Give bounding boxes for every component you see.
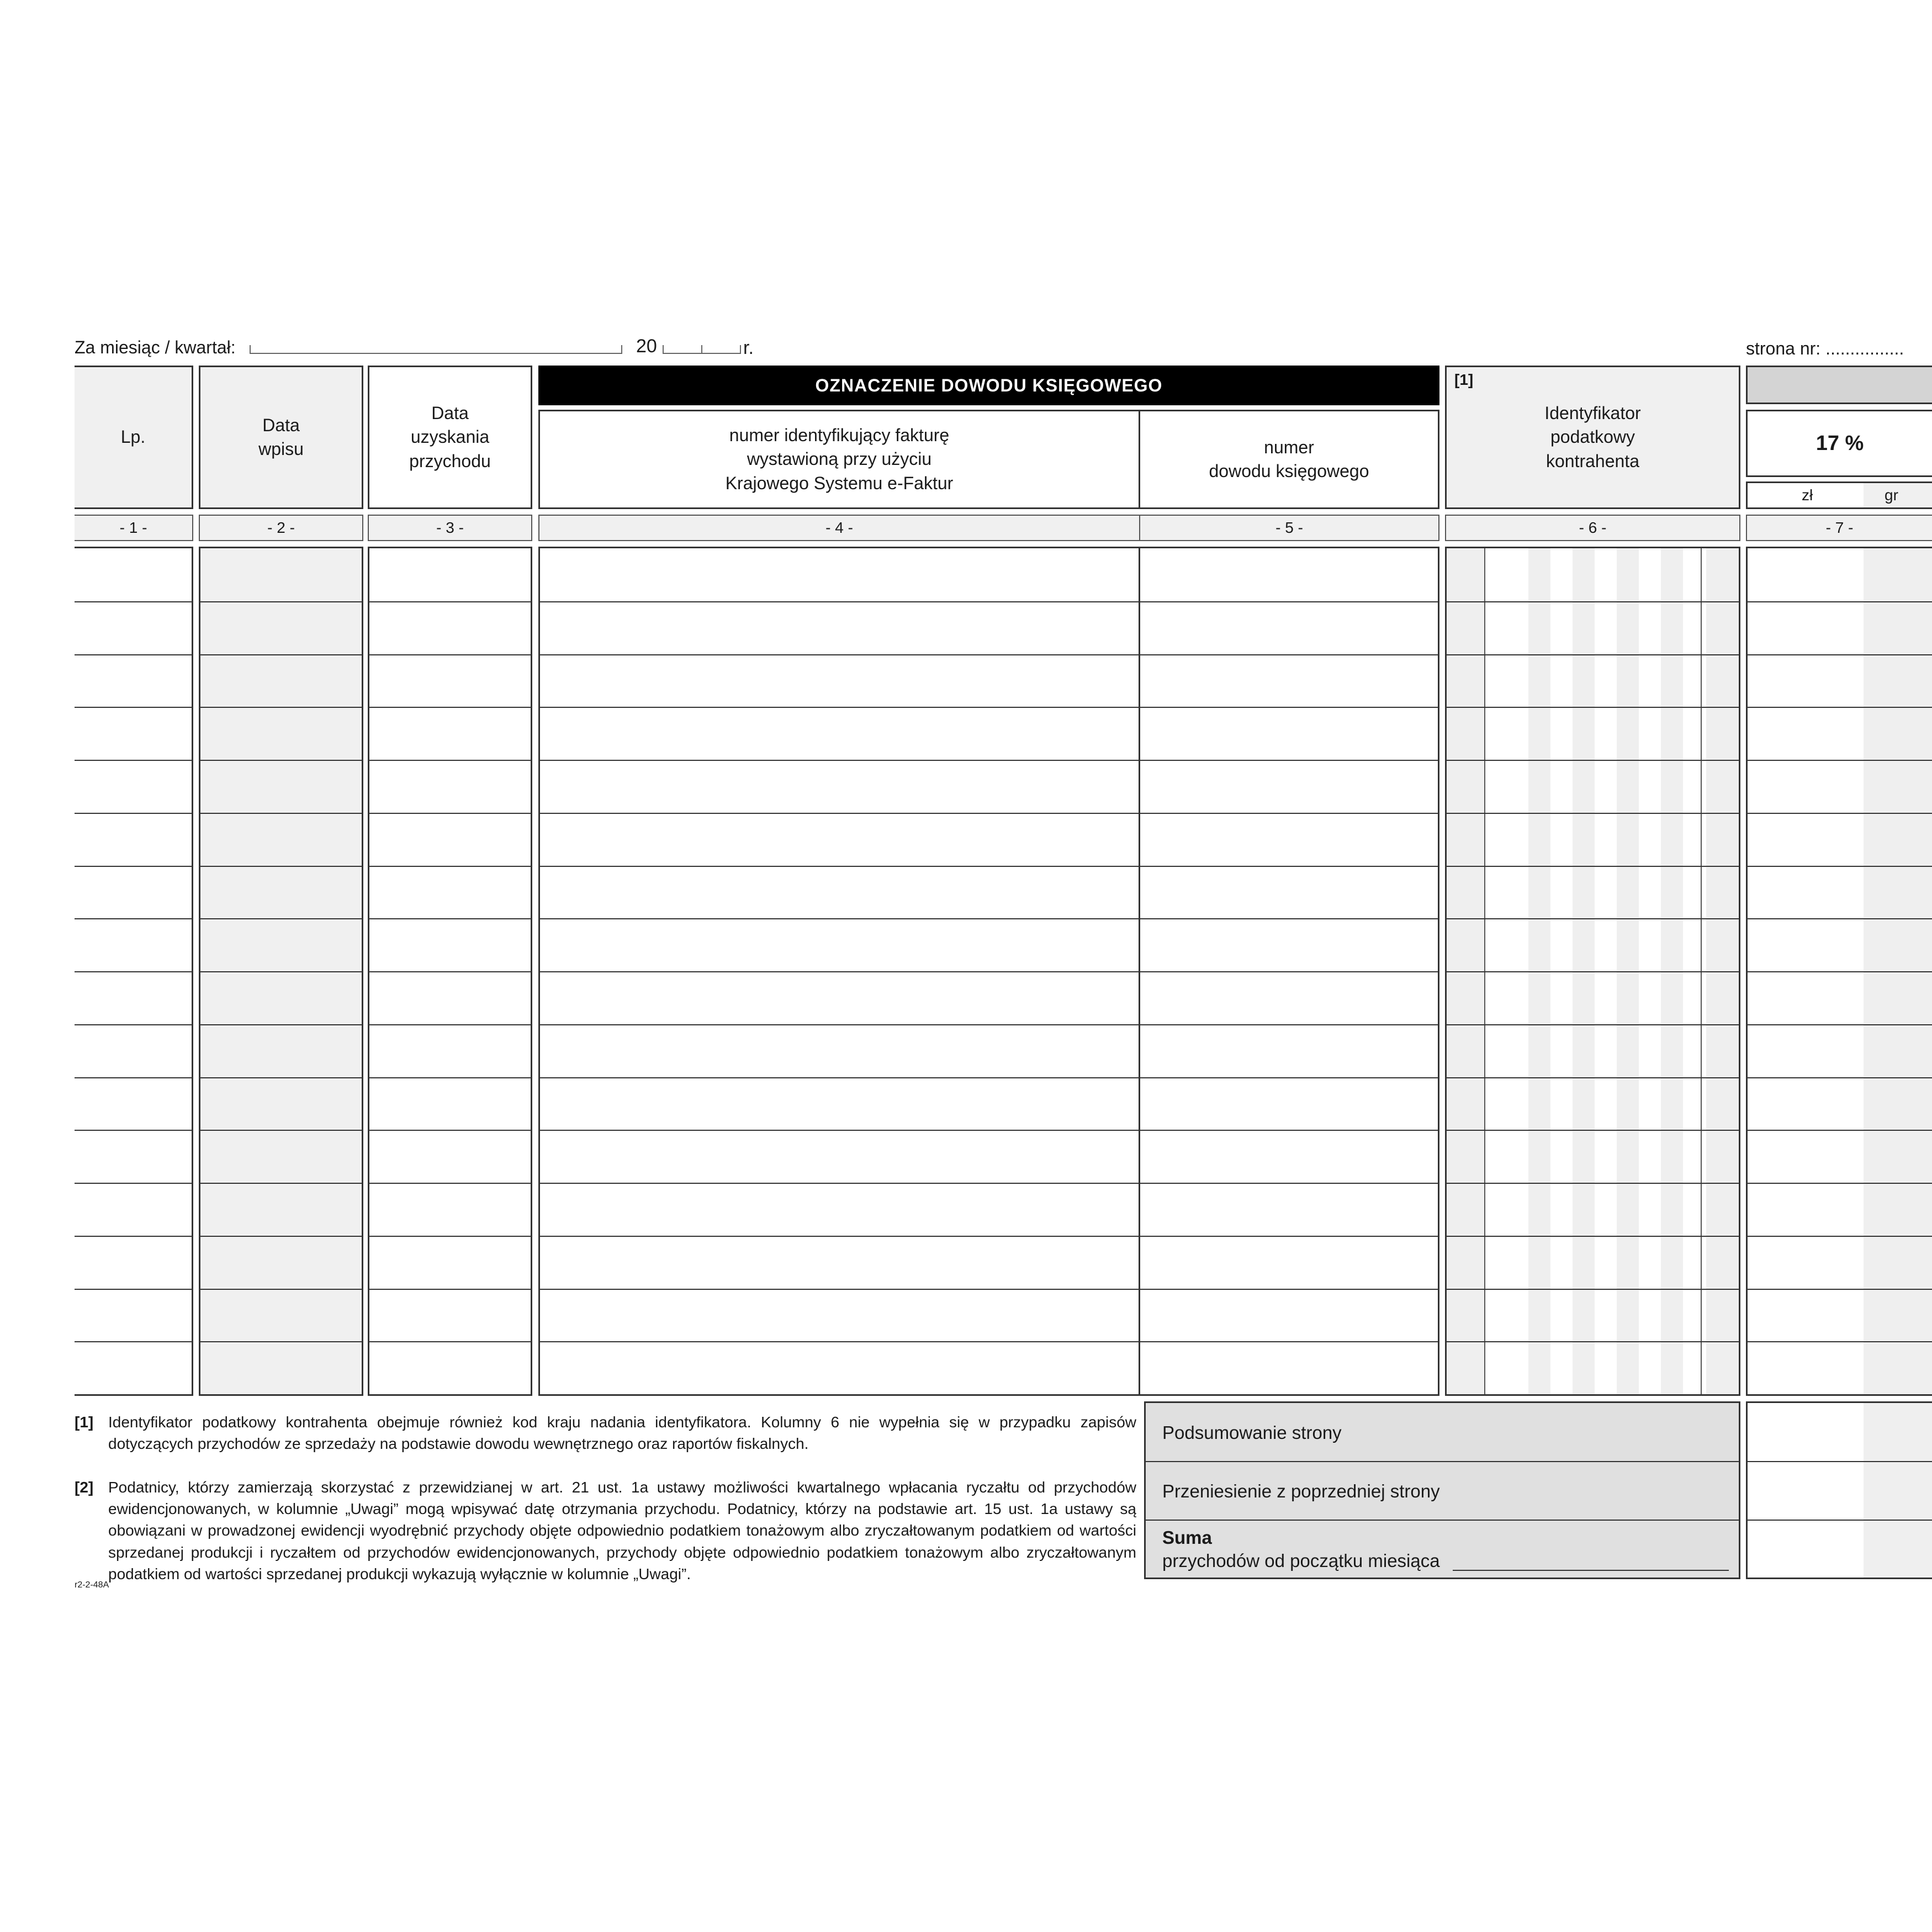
row-separator (1447, 601, 1739, 602)
header-rate: 17 % (1746, 410, 1932, 477)
row-separator (200, 1077, 362, 1078)
row-separator (369, 707, 531, 708)
header-dowod-number: numer dowodu księgowego (1139, 410, 1439, 509)
column-number-1: - 1 - (75, 515, 193, 541)
row-separator (369, 813, 531, 814)
row-separator (540, 1024, 1438, 1025)
header-data-wpisu: Data wpisu (199, 366, 363, 509)
row-separator (369, 760, 531, 761)
row-separator (75, 1024, 193, 1025)
page-number-label: strona nr: ................ (1746, 338, 1904, 358)
column-number-6: - 6 - (1445, 515, 1740, 541)
row-separator (1447, 866, 1739, 867)
header-data-uzyskania: Data uzyskania przychodu (368, 366, 532, 509)
row-separator (1748, 1289, 1932, 1290)
header-rate-top (1746, 366, 1932, 404)
year-suffix: r. (743, 337, 754, 358)
summary-amount-box[interactable] (1746, 1401, 1932, 1579)
note-2-text: Podatnicy, którzy zamierzają skorzystać z przewidzianej w art. 21 ust. 1a ustawy możliwości kwartalnego wpłacania ryczałtu od przychodów ewidencjonowanych, w kolumnie „Uwagi” mogą wpisywać datę otrzymania przychodu. Podatnicy, którzy na podstawie art. 15 ust. 1a ustawy są obowiązani w prowadzonej ewidencji wyodrębnić przychody objęte odpowiednio podatkiem tonażowym albo zryczałtowanym podatkiem od wartości sprzedanej produkcji i ryczałtem od przychodów ewidencjonowanych, przychody objęte odpowiednio podatkiem tonażowym albo zryczałtowanym podatkiem od wartości sprzedanej produkcji wykazują wyłącznie w kolumnie „Uwagi”. (108, 1479, 1136, 1582)
row-separator (75, 760, 193, 761)
row-separator (540, 1289, 1438, 1290)
row-separator (540, 813, 1438, 814)
row-separator (200, 971, 362, 972)
row-separator (1748, 1024, 1932, 1025)
header-identyfikator-box (1445, 366, 1740, 509)
row-separator (1447, 707, 1739, 708)
row-separator (200, 707, 362, 708)
row-separator (75, 1236, 193, 1237)
row-separator (1748, 918, 1932, 919)
row-separator (75, 918, 193, 919)
column-number-7: - 7 - (1746, 515, 1932, 541)
year-prefix: 20 (636, 336, 657, 357)
row-separator (369, 1024, 531, 1025)
row-separator (75, 1289, 193, 1290)
row-separator (75, 707, 193, 708)
row-separator (75, 601, 193, 602)
row-separator (75, 654, 193, 655)
row-separator (75, 1077, 193, 1078)
period-input[interactable] (250, 345, 622, 354)
header-lp: Lp. (75, 366, 193, 509)
row-separator (1748, 1183, 1932, 1184)
row-separator (200, 760, 362, 761)
row-separator (1748, 1236, 1932, 1237)
column-number-5: - 5 - (1139, 515, 1439, 541)
row-separator (1748, 1341, 1932, 1342)
row-separator (369, 1341, 531, 1342)
header-identyfikator-ref: [1] (1454, 371, 1474, 388)
row-separator (200, 1183, 362, 1184)
row-separator (540, 866, 1438, 867)
summary-carry-over: Przeniesienie z poprzedniej strony (1162, 1481, 1440, 1501)
note-1-text: Identyfikator podatkowy kontrahenta obejmuje również kod kraju nadania identyfikatora. Kolumny 6 nie wypełnia się w przypadku zapisów dotyczących przychodów ze sprzedaży na podstawie dowodu wewnętrznego oraz raportów fiskalnych. (108, 1414, 1136, 1453)
row-separator (1447, 1236, 1739, 1237)
header-zl: zł (1802, 486, 1813, 504)
header-currency (1746, 481, 1932, 509)
row-separator (540, 1236, 1438, 1237)
row-separator (1748, 971, 1932, 972)
row-separator (369, 1130, 531, 1131)
row-separator (1748, 1077, 1932, 1078)
row-separator (1748, 601, 1932, 602)
row-separator (1748, 813, 1932, 814)
row-separator (1447, 1077, 1739, 1078)
row-separator (1748, 760, 1932, 761)
row-separator (540, 707, 1438, 708)
row-separator (540, 1341, 1438, 1342)
row-separator (1447, 1130, 1739, 1131)
summary-page: Podsumowanie strony (1162, 1422, 1342, 1443)
row-separator (540, 654, 1438, 655)
row-separator (200, 1236, 362, 1237)
row-separator (75, 971, 193, 972)
row-separator (369, 918, 531, 919)
row-separator (1447, 813, 1739, 814)
row-separator (1447, 1289, 1739, 1290)
row-separator (75, 1183, 193, 1184)
row-separator (1447, 760, 1739, 761)
row-separator (1447, 918, 1739, 919)
row-separator (200, 1024, 362, 1025)
row-separator (540, 1183, 1438, 1184)
row-separator (369, 971, 531, 972)
row-separator (540, 601, 1438, 602)
row-separator (200, 654, 362, 655)
form-code: r2-2-48A (75, 1580, 109, 1590)
row-separator (75, 1130, 193, 1131)
column-number-3: - 3 - (368, 515, 532, 541)
summary-box (1144, 1401, 1740, 1579)
row-separator (369, 1183, 531, 1184)
row-separator (1447, 1024, 1739, 1025)
row-separator (1748, 654, 1932, 655)
row-separator (75, 813, 193, 814)
summary-sum-title: Suma (1162, 1527, 1212, 1548)
row-separator (540, 760, 1438, 761)
summary-sum-underline (1453, 1570, 1729, 1571)
year-input[interactable] (663, 345, 741, 354)
row-separator (369, 601, 531, 602)
note-1-ref: [1] (75, 1414, 94, 1431)
row-separator (540, 1077, 1438, 1078)
row-separator (1748, 707, 1932, 708)
summary-sum-detail: przychodów od początku miesiąca (1162, 1550, 1440, 1571)
row-separator (540, 1130, 1438, 1131)
row-separator (75, 866, 193, 867)
row-separator (200, 866, 362, 867)
row-separator (1447, 1341, 1739, 1342)
row-separator (369, 1289, 531, 1290)
row-separator (75, 1341, 193, 1342)
row-separator (200, 601, 362, 602)
header-identyfikator: Identyfikator podatkowy kontrahenta (1544, 403, 1641, 471)
note-2-ref: [2] (75, 1479, 94, 1496)
row-separator (540, 918, 1438, 919)
period-label: Za miesiąc / kwartał: (75, 337, 236, 357)
header-ksef-number: numer identyfikujący fakturę wystawioną przy użyciu Krajowego Systemu e-Faktur (538, 410, 1140, 509)
column-number-4: - 4 - (538, 515, 1140, 541)
row-separator (1748, 1130, 1932, 1131)
row-separator (200, 1130, 362, 1131)
row-separator (369, 1236, 531, 1237)
row-separator (200, 813, 362, 814)
row-separator (200, 918, 362, 919)
row-separator (540, 971, 1438, 972)
row-separator (369, 866, 531, 867)
header-gr: gr (1885, 486, 1898, 504)
row-separator (1447, 654, 1739, 655)
header-group-oznaczenie: OZNACZENIE DOWODU KSIĘGOWEGO (538, 366, 1439, 405)
row-separator (369, 1077, 531, 1078)
row-separator (1447, 1183, 1739, 1184)
row-separator (1748, 866, 1932, 867)
row-separator (200, 1289, 362, 1290)
row-separator (1447, 971, 1739, 972)
column-number-2: - 2 - (199, 515, 363, 541)
row-separator (200, 1341, 362, 1342)
row-separator (369, 654, 531, 655)
